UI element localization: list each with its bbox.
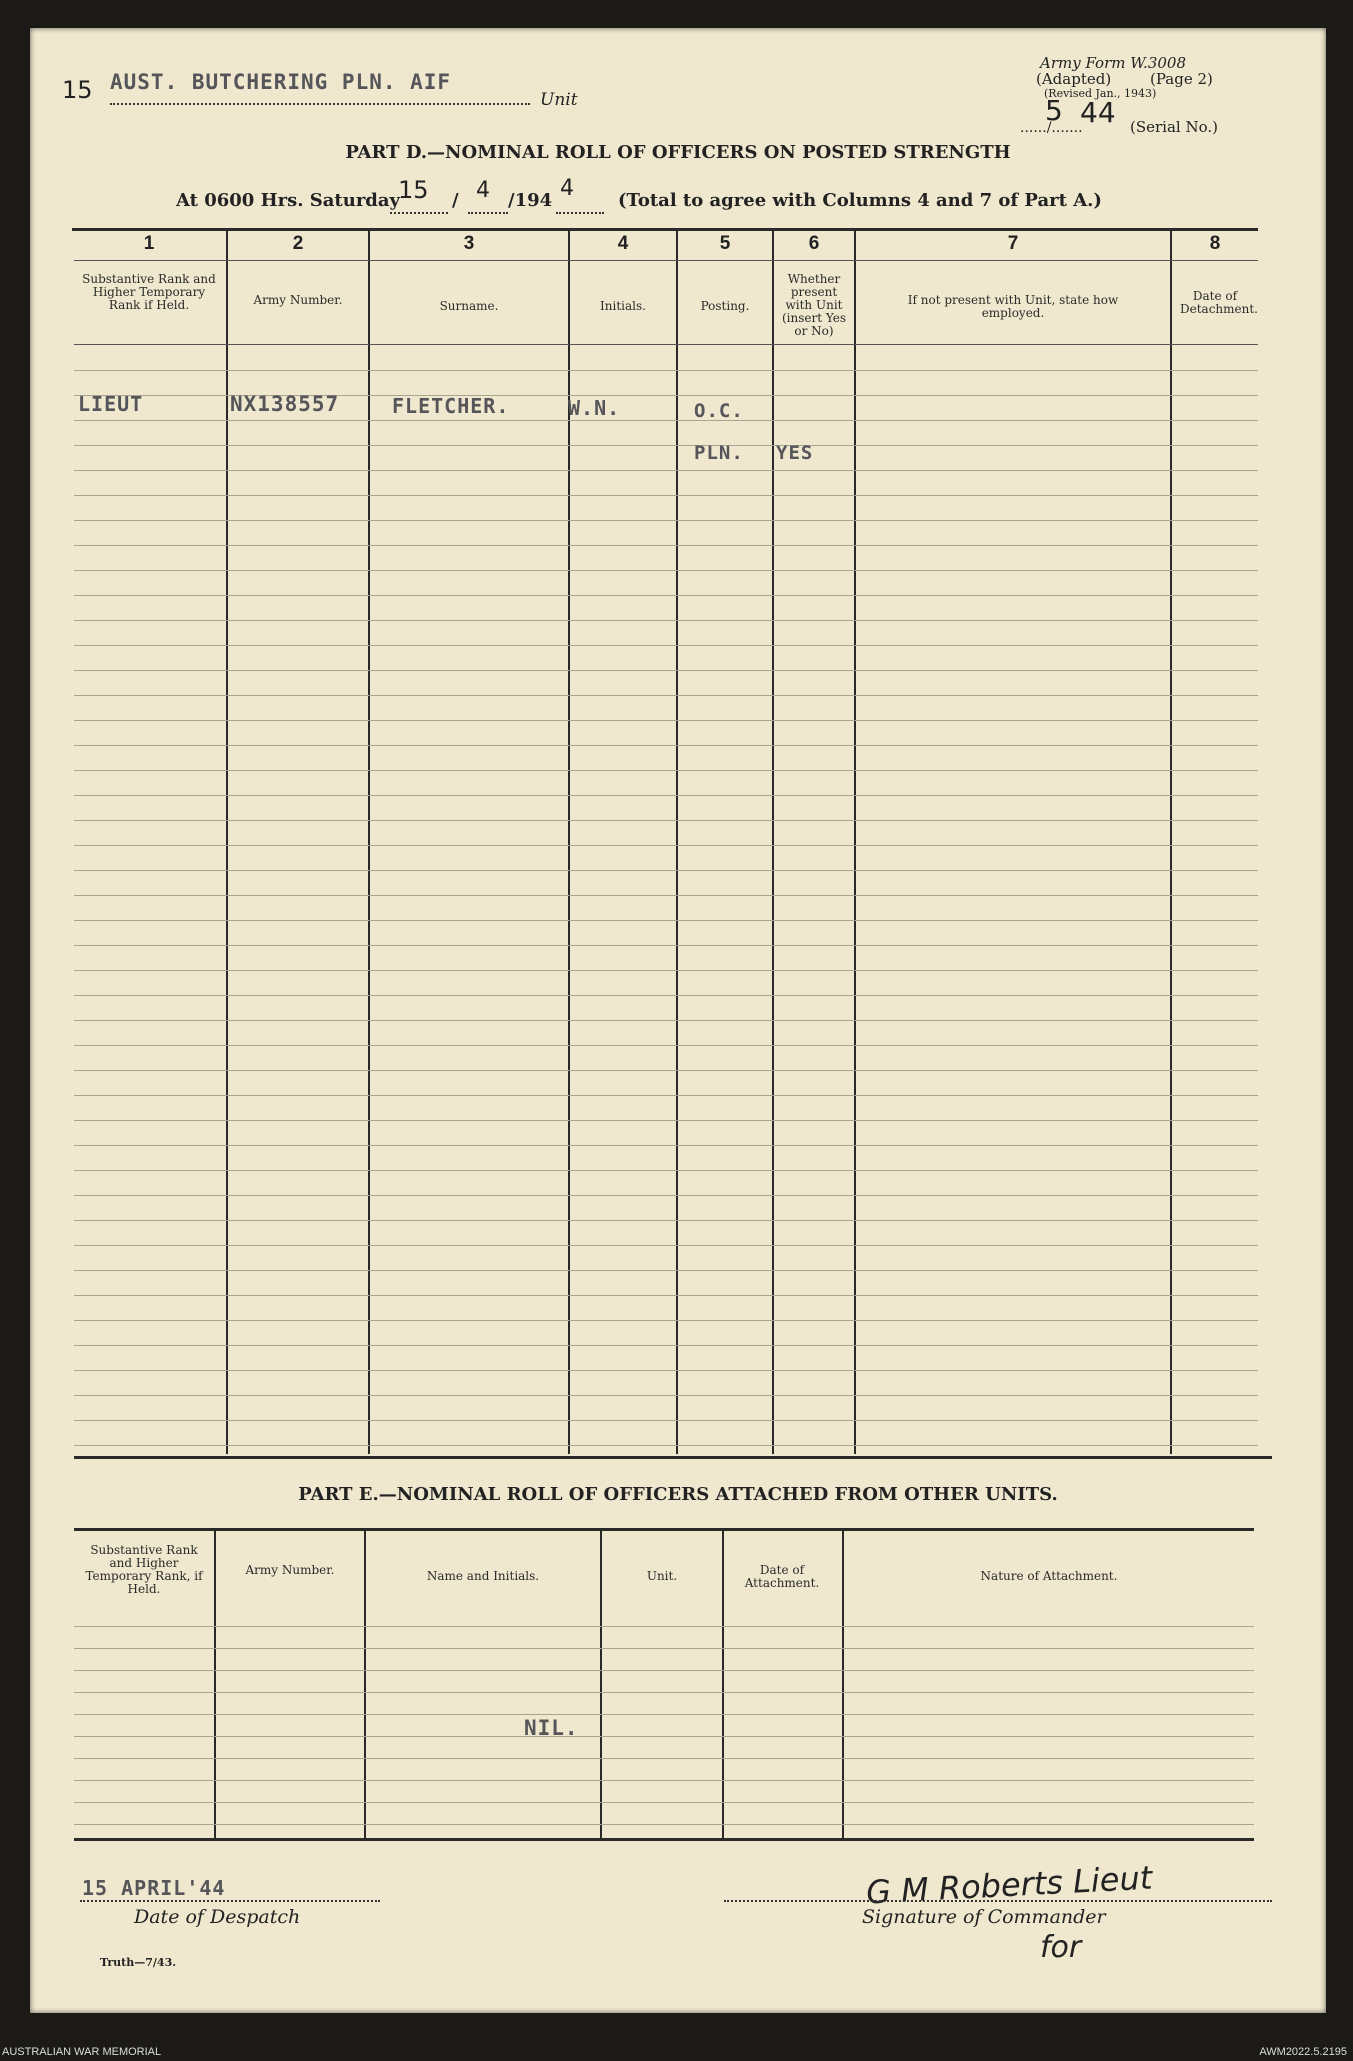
ruled-line bbox=[74, 645, 1258, 646]
ruled-line bbox=[74, 1020, 1258, 1021]
ruled-line bbox=[74, 520, 1258, 521]
ruled-line bbox=[74, 920, 1258, 921]
ruled-line bbox=[74, 1802, 1254, 1803]
header-bottom-rule bbox=[74, 344, 1258, 345]
signature-for: for bbox=[1040, 1930, 1082, 1965]
col-3-header: Surname. bbox=[439, 299, 499, 313]
date-month-line bbox=[468, 212, 508, 214]
ruled-line bbox=[74, 1736, 1254, 1737]
ruled-line bbox=[74, 1145, 1258, 1146]
part-d-bottom-rule bbox=[74, 1456, 1272, 1459]
col-5-header: Posting. bbox=[700, 299, 750, 313]
ruled-line bbox=[74, 970, 1258, 971]
e-col-1-header: Substantive Rank and Higher Temporary Rank, if Held. bbox=[85, 1543, 203, 1596]
col-2-header: Army Number. bbox=[253, 293, 343, 307]
e-col-divider-4 bbox=[722, 1530, 724, 1838]
col-7-header: If not present with Unit, state how employed. bbox=[907, 293, 1119, 320]
ruled-line bbox=[74, 1395, 1258, 1396]
at-hrs-label: At 0600 Hrs. Saturday bbox=[176, 190, 401, 211]
col-7-number: 7 bbox=[1007, 233, 1019, 254]
ruled-line bbox=[74, 1714, 1254, 1715]
adapted-label: (Adapted) bbox=[1036, 70, 1112, 88]
ruled-line bbox=[74, 1220, 1258, 1221]
page-label: (Page 2) bbox=[1150, 70, 1213, 88]
unit-prefix: 15 bbox=[62, 76, 93, 104]
unit-dotted-line bbox=[110, 103, 530, 105]
date-year-prefix: /194 bbox=[508, 190, 553, 211]
ruled-line bbox=[74, 1295, 1258, 1296]
despatch-label: Date of Despatch bbox=[134, 1906, 301, 1928]
serial-dots: ....../....... bbox=[1020, 120, 1083, 136]
unit-typed: AUST. BUTCHERING PLN. AIF bbox=[110, 70, 452, 94]
ruled-line bbox=[74, 1345, 1258, 1346]
ruled-line bbox=[74, 1670, 1254, 1671]
ruled-line bbox=[74, 795, 1258, 796]
serial-year: 44 bbox=[1080, 96, 1116, 129]
ruled-line bbox=[74, 845, 1258, 846]
ruled-line bbox=[74, 1170, 1258, 1171]
col-5-number: 5 bbox=[719, 233, 731, 254]
ruled-line bbox=[74, 420, 1258, 421]
ruled-line bbox=[74, 1195, 1258, 1196]
ruled-line bbox=[74, 1420, 1258, 1421]
ruled-line bbox=[74, 820, 1258, 821]
ruled-line bbox=[74, 1692, 1254, 1693]
revised-label: (Revised Jan., 1943) bbox=[1044, 87, 1157, 100]
date-day: 15 bbox=[398, 176, 429, 204]
part-e-top-rule bbox=[74, 1528, 1254, 1531]
ruled-line bbox=[74, 1445, 1258, 1446]
col-3-number: 3 bbox=[463, 233, 475, 254]
part-e-bottom-rule bbox=[74, 1838, 1254, 1841]
col-8-number: 8 bbox=[1209, 233, 1221, 254]
ruled-line bbox=[74, 945, 1258, 946]
total-note: (Total to agree with Columns 4 and 7 of Part A.) bbox=[618, 190, 1102, 211]
ruled-line bbox=[74, 1045, 1258, 1046]
e-col-divider-1 bbox=[214, 1530, 216, 1838]
entry-surname: FLETCHER. bbox=[392, 394, 510, 418]
entry-posting-line1: O.C. bbox=[694, 400, 744, 422]
ruled-line bbox=[74, 470, 1258, 471]
entry-initials: W.N. bbox=[568, 396, 621, 420]
date-year-digit: 4 bbox=[560, 176, 574, 201]
ruled-line bbox=[74, 1270, 1258, 1271]
archive-reference: AWM2022.5.2195 bbox=[1259, 2046, 1347, 2058]
ruled-line bbox=[74, 895, 1258, 896]
e-col-2-header: Army Number. bbox=[245, 1563, 335, 1577]
despatch-dotted-line bbox=[80, 1900, 380, 1902]
ruled-line bbox=[74, 1648, 1254, 1649]
ruled-line bbox=[74, 1070, 1258, 1071]
entry-posting-line2: PLN. bbox=[694, 442, 744, 464]
col-4-number: 4 bbox=[617, 233, 629, 254]
col-6-number: 6 bbox=[808, 233, 820, 254]
ruled-line bbox=[74, 1626, 1254, 1627]
entry-rank: LIEUT bbox=[78, 392, 144, 416]
entry-army-number: NX138557 bbox=[230, 392, 340, 416]
ruled-line bbox=[74, 445, 1258, 446]
date-slash: / bbox=[452, 190, 459, 211]
ruled-line bbox=[74, 1370, 1258, 1371]
ruled-line bbox=[74, 670, 1258, 671]
ruled-line bbox=[74, 720, 1258, 721]
signature-label: Signature of Commander bbox=[862, 1906, 1106, 1928]
e-col-3-header: Name and Initials. bbox=[426, 1569, 540, 1583]
number-row-rule bbox=[74, 260, 1258, 261]
ruled-line bbox=[74, 995, 1258, 996]
ruled-line bbox=[74, 495, 1258, 496]
col-2-number: 2 bbox=[292, 233, 304, 254]
part-e-nil-entry: NIL. bbox=[524, 1716, 579, 1740]
printer-imprint: Truth—7/43. bbox=[100, 1956, 177, 1969]
part-e-title: PART E.—NOMINAL ROLL OF OFFICERS ATTACHED FROM OTHER UNITS. bbox=[298, 1484, 1058, 1505]
serial-label: (Serial No.) bbox=[1130, 118, 1218, 136]
ruled-line bbox=[74, 1095, 1258, 1096]
ruled-line bbox=[74, 370, 1258, 371]
ruled-line bbox=[74, 1320, 1258, 1321]
ruled-line bbox=[74, 1120, 1258, 1121]
ruled-line bbox=[74, 870, 1258, 871]
col-4-header: Initials. bbox=[600, 299, 646, 313]
e-col-5-header: Date of Attachment. bbox=[744, 1563, 820, 1590]
ruled-line bbox=[74, 1780, 1254, 1781]
col-1-header: Substantive Rank and Higher Temporary Rank if Held. bbox=[82, 272, 216, 312]
commander-signature: G M Roberts Lieut bbox=[865, 1858, 1154, 1912]
ruled-line bbox=[74, 545, 1258, 546]
date-year-line bbox=[556, 212, 604, 214]
e-col-6-header: Nature of Attachment. bbox=[980, 1569, 1118, 1583]
form-page bbox=[30, 28, 1326, 2013]
ruled-line bbox=[74, 1758, 1254, 1759]
part-d-title: PART D.—NOMINAL ROLL OF OFFICERS ON POSTED STRENGTH bbox=[345, 142, 1011, 163]
ruled-line bbox=[74, 745, 1258, 746]
col-6-header: Whether present with Unit (insert Yes or No) bbox=[781, 272, 847, 338]
ruled-line bbox=[74, 770, 1258, 771]
e-col-4-header: Unit. bbox=[646, 1569, 678, 1583]
date-day-line bbox=[390, 212, 448, 214]
date-month: 4 bbox=[476, 178, 490, 203]
col-8-header: Date of Detachment. bbox=[1180, 289, 1258, 316]
ruled-line bbox=[74, 1824, 1254, 1825]
despatch-date: 15 APRIL'44 bbox=[82, 1876, 226, 1900]
archive-credit: AUSTRALIAN WAR MEMORIAL bbox=[2, 2046, 162, 2058]
part-d-top-rule bbox=[72, 228, 1258, 231]
army-form-label: Army Form W.3008 bbox=[1040, 54, 1186, 72]
serial-month: 5 bbox=[1045, 94, 1063, 127]
ruled-line bbox=[74, 570, 1258, 571]
entry-present: YES bbox=[776, 442, 814, 464]
signature-dotted-line bbox=[724, 1900, 1272, 1902]
ruled-line bbox=[74, 620, 1258, 621]
ruled-line bbox=[74, 1245, 1258, 1246]
ruled-line bbox=[74, 595, 1258, 596]
col-1-number: 1 bbox=[143, 233, 155, 254]
ruled-line bbox=[74, 695, 1258, 696]
unit-label: Unit bbox=[540, 90, 578, 110]
